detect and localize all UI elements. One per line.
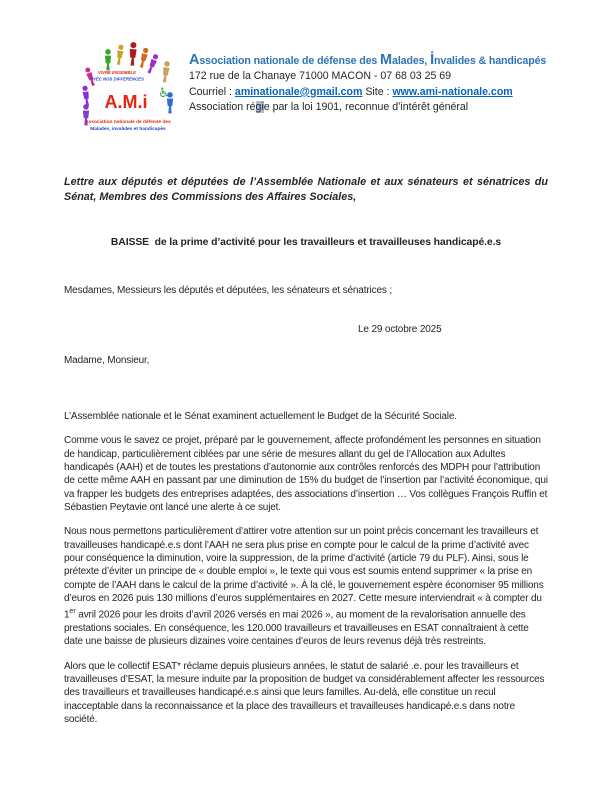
org-name-text: nvalides & handicapés <box>434 55 547 67</box>
letter-body <box>64 175 548 727</box>
org-name-text: alades, <box>392 55 431 67</box>
org-name-cap: A <box>189 52 200 68</box>
org-info <box>189 53 561 135</box>
date: Le 29 octobre 2025 <box>358 324 442 336</box>
logo-tagline-1: VIVRE ENSEMBLE <box>98 70 136 75</box>
person-icon <box>129 42 137 66</box>
person-icon <box>161 61 170 83</box>
org-address: 172 rue de la Chanaye 71000 MACON - 07 68 03 25 69 <box>189 70 452 83</box>
person-icon <box>116 44 125 65</box>
subject-line: BAISSE de la prime d’activité pour les travailleurs et travailleuses handicapé.e.s <box>110 236 502 248</box>
courriel-label: Courriel : <box>189 85 235 98</box>
logo-caption-2: Malades, invalides et handicapés <box>90 127 166 132</box>
wheelchair-icon: ♿ <box>158 85 170 100</box>
legal-text-selected: gi <box>255 101 264 114</box>
site-label: Site : <box>362 85 393 98</box>
logo-acronym: A.M.i <box>104 92 148 112</box>
paragraph-3: Alors que le collectif ESAT* réclame depuis plusieurs années, le statut de salarié .e. pour les travailleurs et travailleuses d’ESAT, la mesure induite par la proposition de budget va considérablement affecter les ressources des travailleurs et travailleuses handicapé.e.s ainsi que leurs familles. Au-delà, elle constitue un recul inacceptable dans la reconnaissance et la place des travailleurs et travailleuses handicapé.e.s dans notre société. <box>64 660 545 726</box>
person-icon <box>82 85 91 106</box>
paragraph-1: Comme vous le savez ce projet, préparé par le gouvernement, affecte profondément les personnes en situation de handicap, particulièrement ciblées par une série de mesures allant du gel de l’Allocation aux Adultes handicapés (AAH) et de toutes les prestations d’autonomie aux contrôles renforcés des MDPH pour l’attribution de cette même AAH en passant par une diminution de 15% du budget de l’insertion par l’activité économique, qui va frapper les budgets des entreprises adaptées, des associations d’insertion … Vos collègues François Ruffin et Sébastien Peytavie ont lancé une alerte à ce sujet. <box>64 435 548 514</box>
person-icon <box>146 53 159 74</box>
org-name <box>189 53 561 69</box>
paragraph-2-text: avril 2026 pour les droits d’avril 2026 versés en mai 2026 », au moment de la revalorisation annuelle des prestations sociales. En conséquence, les 120.000 travailleurs et travailleuses en ESAT connaîtraient à cette date une baisse de plusieurs dizaines voire centaines d’euros de leurs revenus déjà très restreints. <box>64 609 529 648</box>
ami-logo <box>78 38 178 135</box>
org-name-cap: İ <box>430 52 435 68</box>
email-link[interactable]: aminationale@gmail.com <box>234 85 363 98</box>
greeting-recipients: Mesdames, Messieurs les députés et députées, les sénateurs et sénatrices ; <box>64 284 392 296</box>
org-contact-line <box>189 85 561 100</box>
paragraph-intro: L’Assemblée nationale et le Sénat examinent actuellement le Budget de la Sécurité Sociale. <box>64 410 457 422</box>
letterhead <box>78 38 561 135</box>
logo-caption-1: Association nationale de défense des <box>85 120 171 125</box>
logo-tagline-2: AVEC NOS DIFFERENCES <box>90 76 144 82</box>
org-name-text: ssociation nationale de défense des <box>199 55 381 67</box>
website-link[interactable]: www.ami-nationale.com <box>392 85 513 98</box>
person-icon <box>105 49 111 70</box>
legal-text: Association ré <box>189 101 256 114</box>
org-legal <box>189 100 561 115</box>
salutation: Madame, Monsieur, <box>64 354 150 366</box>
paragraph-2 <box>64 525 548 648</box>
org-name-cap: M <box>380 52 393 68</box>
person-icon <box>139 47 150 68</box>
addressee-line: Lettre aux députés et députées de l’Assemblée Nationale et aux sénateurs et sénatrices du Sénat, Membres des Commissions des Affaires Sociales, <box>64 176 548 204</box>
legal-text: e par la loi 1901, reconnue d’intérêt général <box>263 101 469 114</box>
paragraph-2-text: Nous nous permettons particulièrement d’attirer votre attention sur un point précis concernant les travailleurs et travailleuses handicapé.e.s dont l’AAH ne sera plus prise en compte pour le calcul de la prime d’activité avec pour conséquence la diminution, voire la suppression, de la prime d’activité (article 79 du PLF). Ainsi, sous le prétexte d’éviter un principe de « double emploi », le texte qui vous est soumis entend supprimer « la prise en compte de l’AAH dans le calcul de la prime d’activité ». À la clé, le gouvernement espère économiser 95 millions d’euros en 2026 puis 130 millions d’euros supplémentaires en 2027. Cette mesure interviendrait « à compter du 1 <box>64 526 544 621</box>
ordinal-superscript: er <box>69 608 76 616</box>
